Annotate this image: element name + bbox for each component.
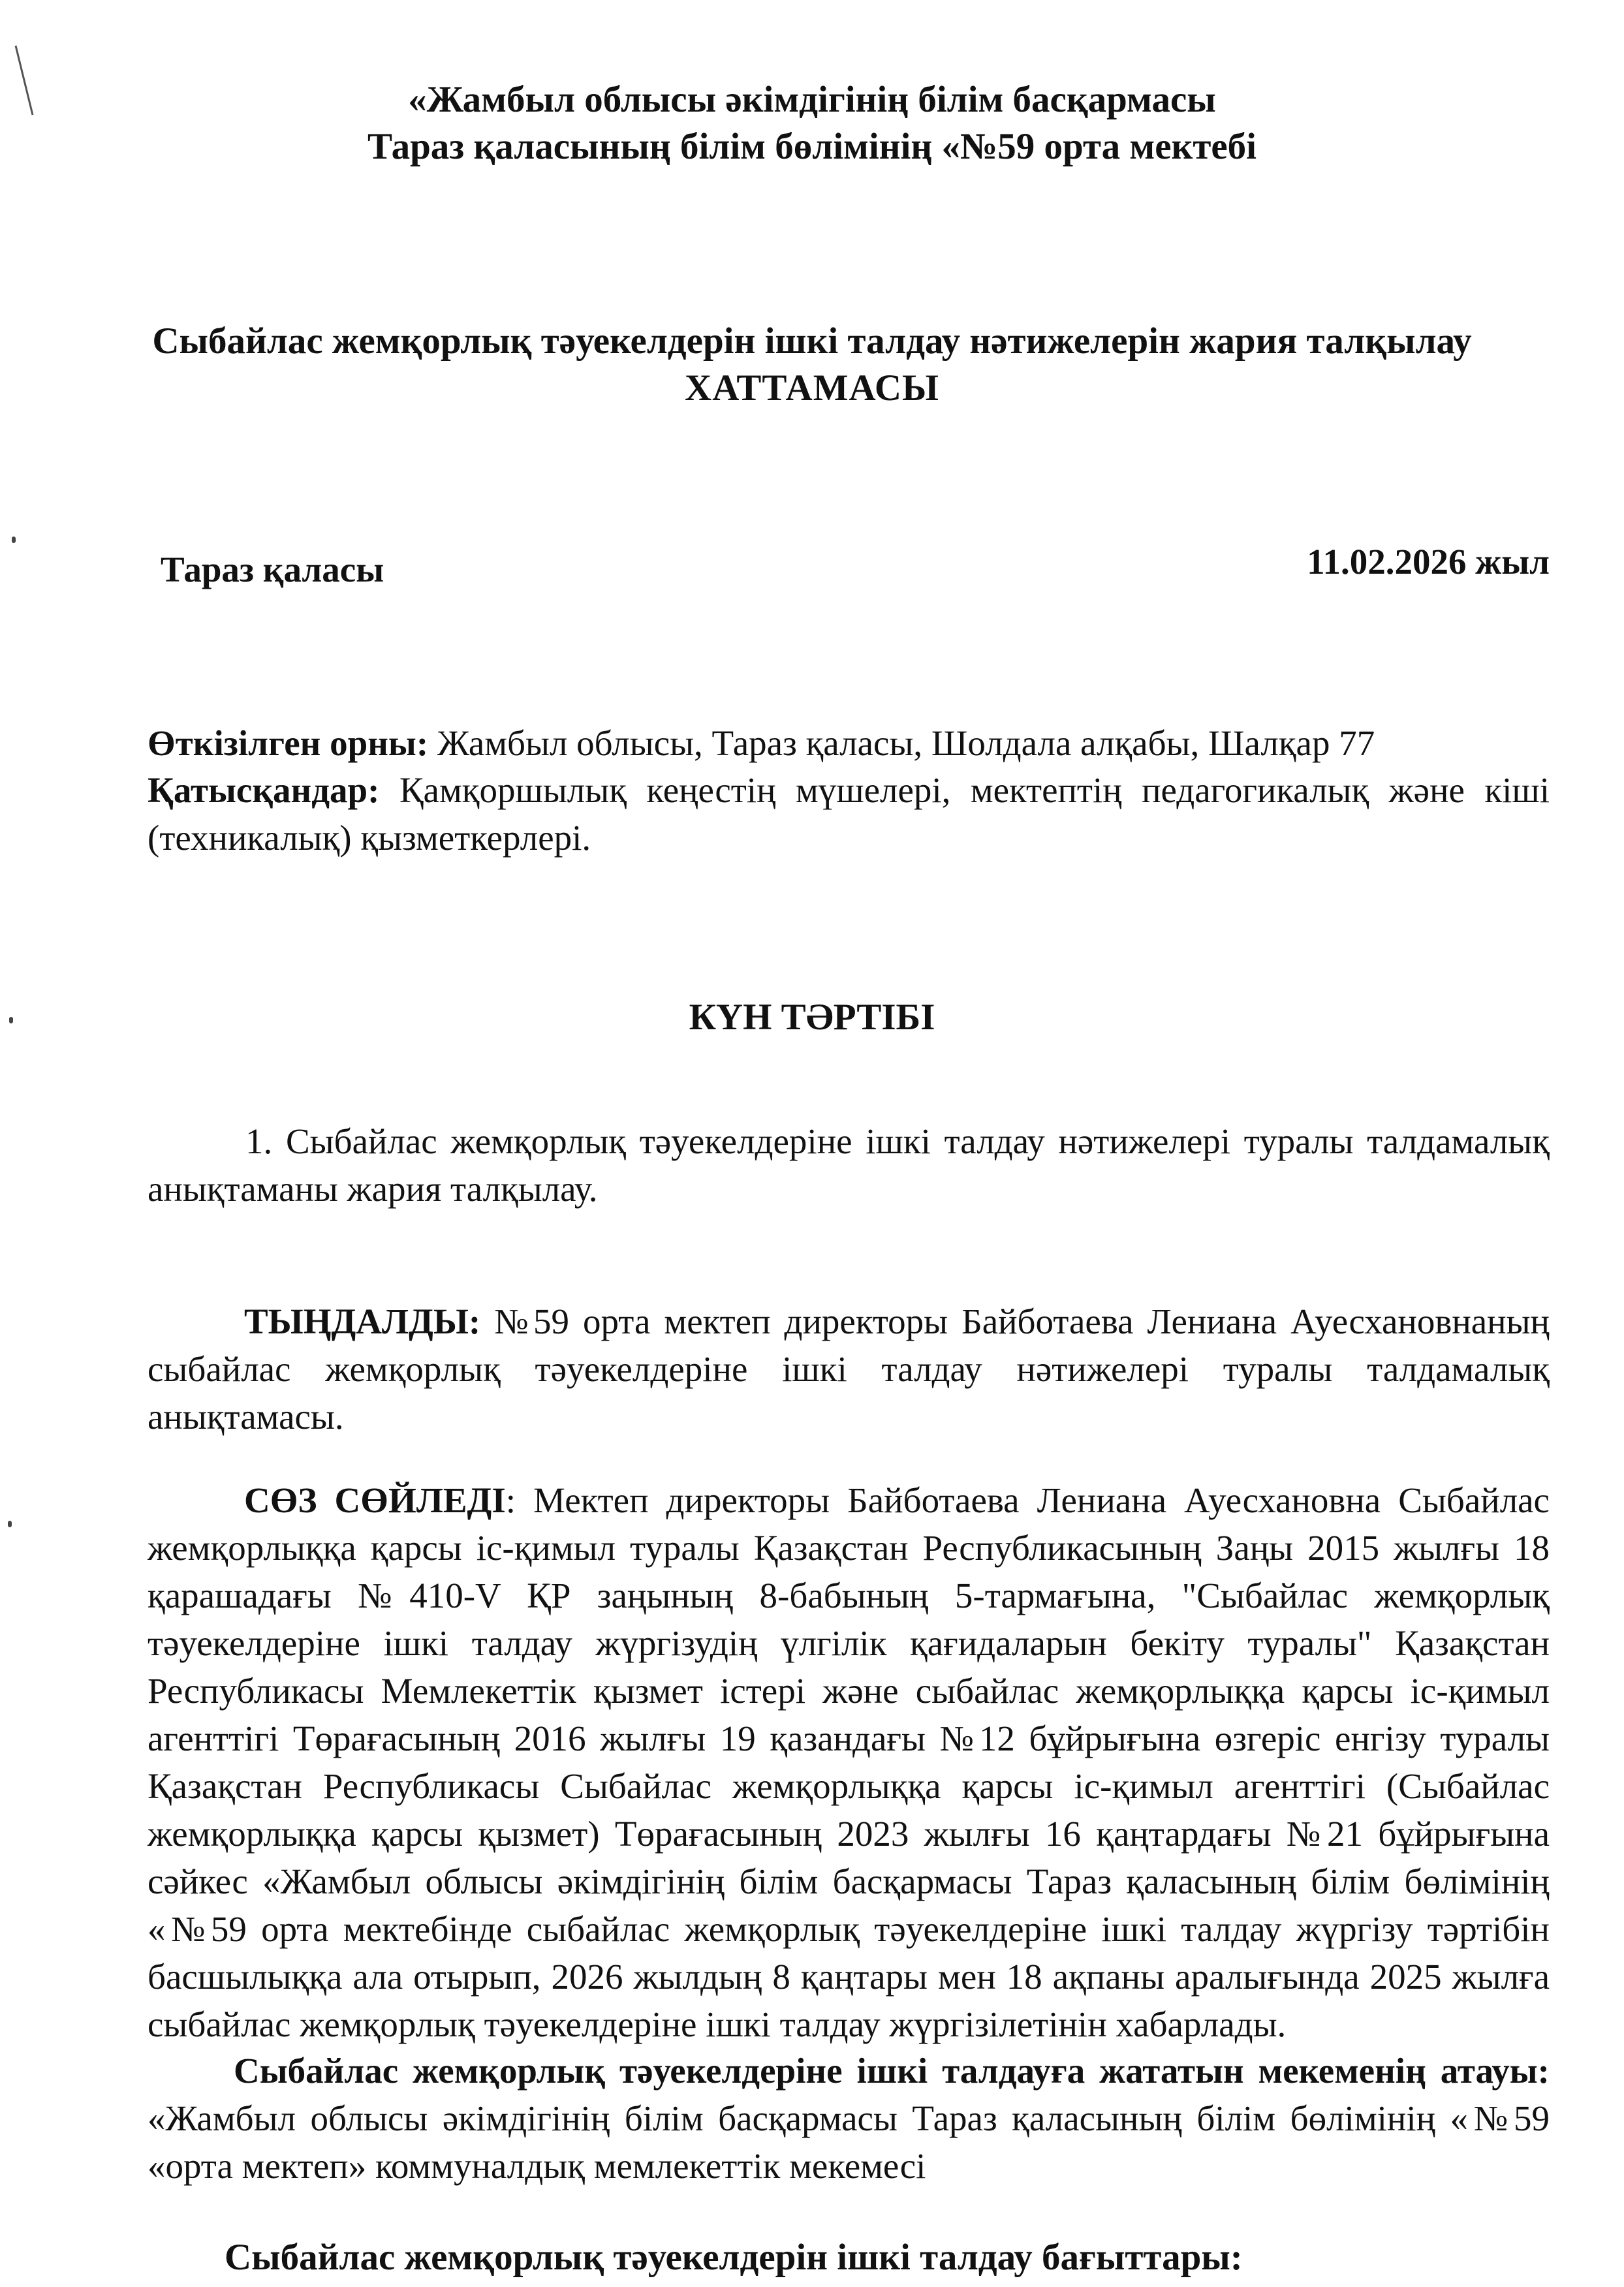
institution-text: «Жамбыл облысы әкімдігінің білім басқармасы Тараз қаласының білім бөлімінің «№59 «орта мектеп» коммуналдық мемлекеттік мекемесі [148, 2098, 1550, 2186]
venue-label: Өткізілген орны: [148, 723, 429, 763]
scan-dot [8, 1521, 12, 1527]
document-title: Сыбайлас жемқорлық тәуекелдерін ішкі талдау нәтижелерін жария талқылау [152, 320, 1472, 362]
document-date: 11.02.2026 жыл [1307, 542, 1550, 582]
city-label: Тараз қаласы [161, 550, 384, 589]
document-title-protocol: ХАТТАМАСЫ [685, 367, 939, 409]
heard-label: ТЫҢДАЛДЫ: [244, 1301, 481, 1341]
institution-label: Сыбайлас жемқорлық тәуекелдеріне ішкі талдауға жататын мекеменің атауы: [234, 2051, 1550, 2091]
venue-value: Жамбыл облысы, Тараз қаласы, Шолдала алқабы, Шалқар 77 [428, 723, 1375, 763]
speech-label: СӨЗ СӨЙЛЕДІ [244, 1480, 506, 1520]
header-line-2: Тараз қаласының білім бөлімінің «№59 орта мектебі [367, 126, 1257, 167]
agenda-item: 1. Сыбайлас жемқорлық тәуекелдеріне ішкі талдау нәтижелері туралы талдамалық анықтаманы жария талқылау. [148, 1121, 1550, 1209]
participants-paragraph [148, 766, 1550, 862]
header-line-1: «Жамбыл облысы әкімдігінің білім басқармасы [408, 79, 1216, 120]
directions-heading: Сыбайлас жемқорлық тәуекелдерін ішкі талдау бағыттары: [225, 2237, 1243, 2278]
speech-text: : Мектеп директоры Байботаева Лениана Ауесхановна Сыбайлас жемқорлыққа қарсы іс-қимыл туралы Қазақстан Республикасының Заңы 2015 жылғы 18 қарашадағы №410-V ҚР заңының 8-бабының 5-тармағына, "Сыбайлас жемқорлық тәуекелдеріне ішкі талдау жүргізудің үлгілік қағидаларын бекіту туралы" Қазақстан Республикасы Мемлекеттік қызмет істері және сыбайлас жемқорлыққа қарсы іс-қимыл агенттігі Төрағасының 2016 жылғы 19 қазандағы №12 бұйрығына өзгеріс енгізу туралы Қазақстан Республикасы Сыбайлас жемқорлыққа қарсы іс-қимыл агенттігі (Сыбайлас жемқорлыққа қарсы қызмет) Төрағасының 2023 жылғы 16 қаңтардағы №21 бұйрығына сәйкес «Жамбыл облысы әкімдігінің білім басқармасы Тараз қаласының білім бөлімінің «№59 орта мектебінде сыбайлас жемқорлық тәуекелдеріне ішкі талдау жүргізу тәртібін басшылыққа ала отырып, 2026 жылдың 8 қаңтары мен 18 ақпаны аралығында 2025 жылға сыбайлас жемқорлық тәуекелдеріне ішкі талдау жүргізілетінін хабарлады. [148, 1480, 1550, 2044]
heard-text: №59 орта мектеп директоры Байботаева Лениана Ауесхановнаның сыбайлас жемқорлық тәуекелдеріне ішкі талдау нәтижелері туралы талдамалық анықтамасы. [148, 1301, 1550, 1437]
speech-paragraph [148, 1476, 1550, 2048]
heard-paragraph [148, 1298, 1550, 1440]
institution-paragraph [148, 2047, 1550, 2190]
participants-value: Қамқоршылық кеңестің мүшелері, мектептің педагогикалық және кіші (техникалық) қызметкерлері. [148, 770, 1550, 858]
agenda-heading: КҮН ТӘРТІБІ [689, 997, 935, 1038]
venue-paragraph [148, 719, 1550, 767]
scan-dot [12, 537, 16, 543]
participants-label: Қатысқандар: [148, 770, 380, 810]
